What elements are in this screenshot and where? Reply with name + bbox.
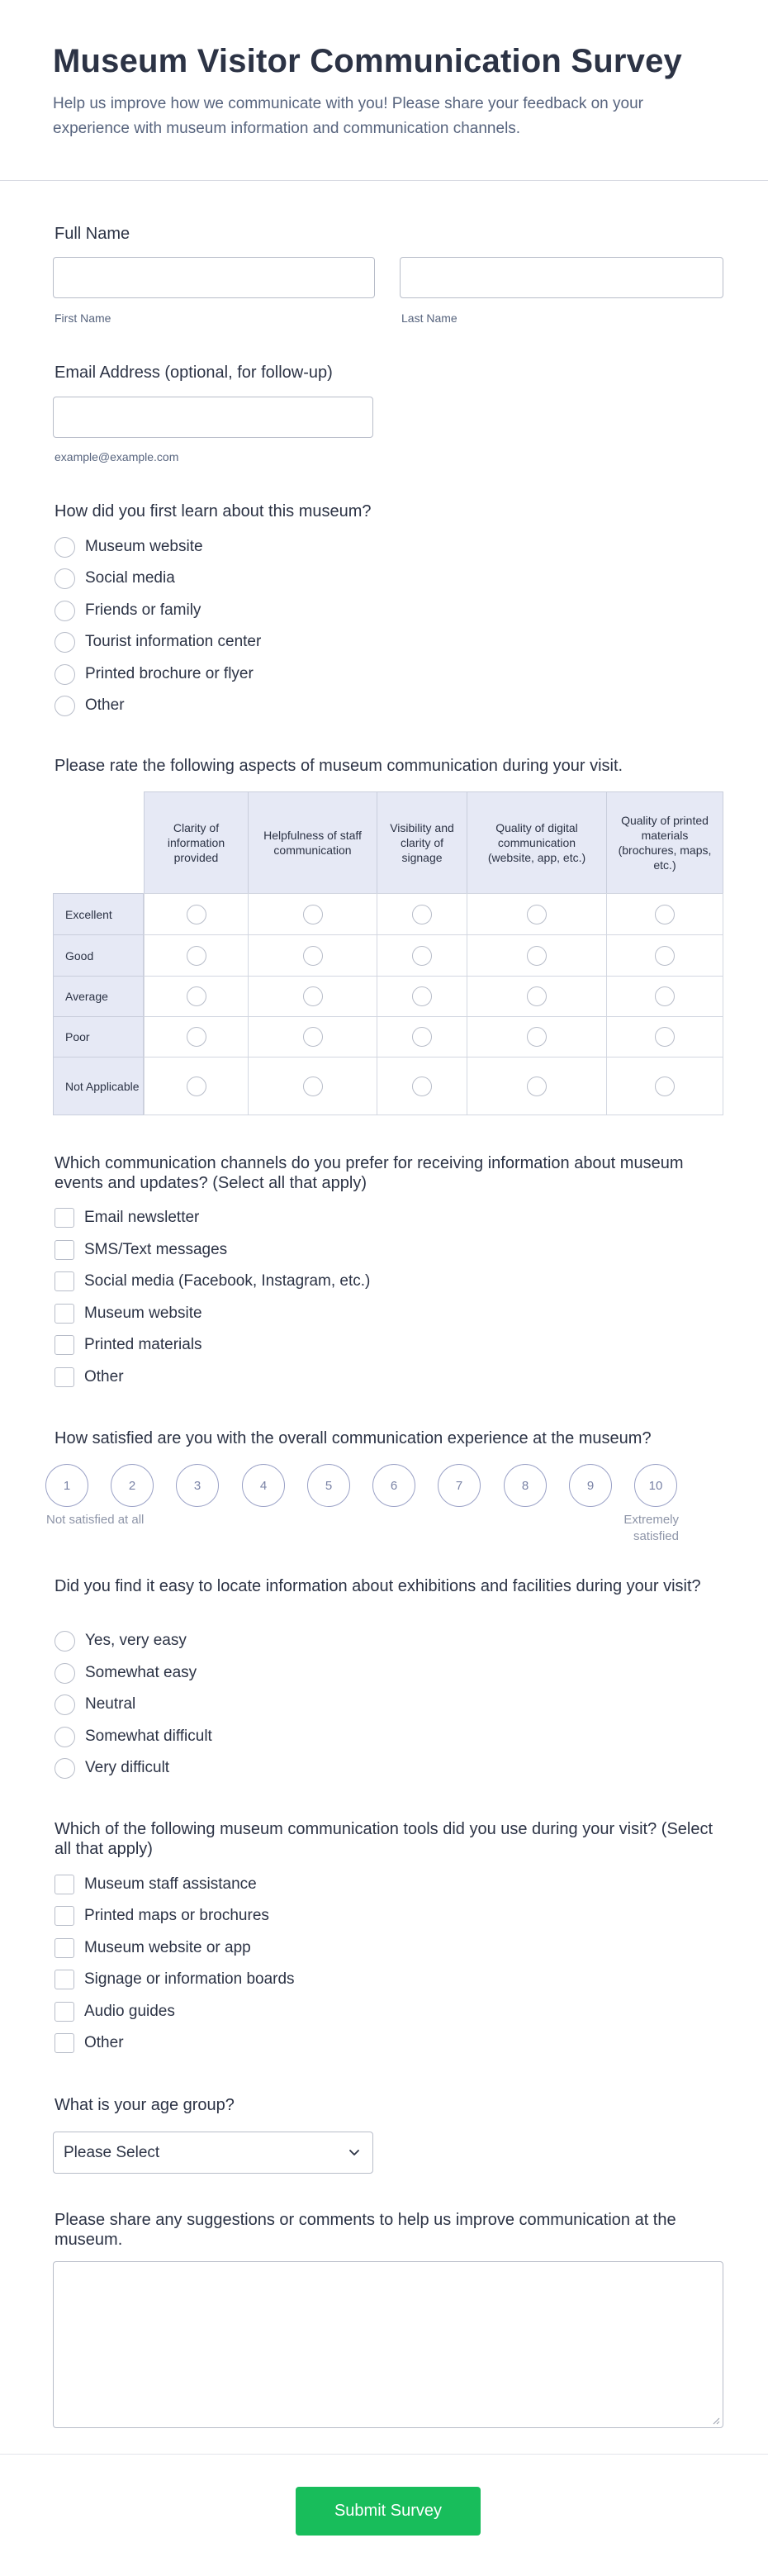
checkbox[interactable] [55,1335,74,1355]
submit-button[interactable]: Submit Survey [296,2487,481,2536]
learn-option[interactable]: Tourist information center [55,631,261,653]
learn-about-label: How did you first learn about this museum? [55,502,372,520]
checkbox[interactable] [55,1240,74,1260]
matrix-radio-button[interactable] [187,1077,206,1096]
matrix-cell[interactable] [248,893,377,935]
learn-option[interactable]: Other [55,695,125,716]
scale-option-8[interactable]: 8 [504,1464,547,1507]
matrix-cell[interactable] [377,893,467,935]
suggestions-textarea[interactable] [53,2261,723,2428]
resize-grip-icon[interactable] [712,2417,720,2425]
matrix-cell[interactable] [144,1016,249,1057]
first-name-sublabel: First Name [55,311,111,325]
matrix-cell[interactable] [248,1016,377,1057]
matrix-radio-button[interactable] [527,946,547,966]
matrix-cell[interactable] [467,934,607,977]
chevron-down-icon [348,2146,361,2159]
matrix-radio-button[interactable] [527,1077,547,1096]
suggestions-label: Please share any suggestions or comments to help us improve communication at the museum. [55,2211,676,2249]
channel-option[interactable]: SMS/Text messages [55,1239,227,1261]
scale-option-9[interactable]: 9 [569,1464,612,1507]
first-name-input[interactable] [53,257,375,298]
ease-option[interactable]: Neutral [55,1694,135,1715]
matrix-cell[interactable] [144,1057,249,1115]
scale-low-label: Not satisfied at all [46,1513,145,1527]
scale-option-2[interactable]: 2 [111,1464,154,1507]
scale-option-6[interactable]: 6 [372,1464,415,1507]
checkbox[interactable] [55,1875,74,1894]
scale-option-3[interactable]: 3 [176,1464,219,1507]
radio-button[interactable] [55,537,75,558]
matrix-cell[interactable] [467,1016,607,1057]
tools-label: Which of the following museum communication tools did you use during your visit? (Select all that apply) [55,1820,713,1858]
matrix-row-label: Poor [53,1016,144,1057]
age-select[interactable] [53,2132,373,2174]
checkbox[interactable] [55,1208,74,1228]
checkbox[interactable] [55,2002,74,2022]
radio-button[interactable] [55,1631,75,1652]
last-name-sublabel: Last Name [401,311,457,325]
form-subtitle: Help us improve how we communicate with you! Please share your feedback on your experience with museum information and communication channels. [53,95,643,137]
tool-option[interactable]: Museum website or app [55,1937,251,1959]
radio-button[interactable] [55,1694,75,1715]
matrix-radio-button[interactable] [655,905,675,924]
matrix-cell[interactable] [377,976,467,1017]
matrix-cell[interactable] [606,1057,723,1115]
checkbox[interactable] [55,1906,74,1926]
matrix-cell[interactable] [377,1016,467,1057]
matrix-cell[interactable] [377,934,467,977]
scale-option-5[interactable]: 5 [307,1464,350,1507]
matrix-cell[interactable] [606,1016,723,1057]
matrix-label: Please rate the following aspects of museum communication during your visit. [55,757,623,775]
matrix-radio-button[interactable] [187,905,206,924]
ease-option[interactable]: Very difficult [55,1757,169,1779]
matrix-cell[interactable] [144,976,249,1017]
radio-button[interactable] [55,696,75,716]
matrix-column-header: Clarity of information provided [144,791,249,894]
matrix-column-header: Helpfulness of staff communication [248,791,377,894]
matrix-cell[interactable] [248,934,377,977]
tool-option[interactable]: Other [55,2032,124,2054]
matrix-radio-button[interactable] [527,1027,547,1047]
radio-button[interactable] [55,664,75,685]
scale-option-4[interactable]: 4 [242,1464,285,1507]
matrix-radio-button[interactable] [187,986,206,1006]
channel-option[interactable]: Email newsletter [55,1207,199,1229]
form-header [0,0,768,181]
radio-button[interactable] [55,601,75,621]
matrix-cell[interactable] [377,1057,467,1115]
matrix-radio-button[interactable] [655,986,675,1006]
channels-label: Which communication channels do you prefer for receiving information about museum events and updates? (Select all that apply) [55,1154,684,1192]
satisfaction-label: How satisfied are you with the overall communication experience at the museum? [55,1429,652,1447]
matrix-radio-button[interactable] [187,1027,206,1047]
learn-option[interactable]: Printed brochure or flyer [55,663,254,685]
last-name-input[interactable] [400,257,723,298]
channel-option[interactable]: Printed materials [55,1334,202,1356]
matrix-radio-button[interactable] [412,905,432,924]
channel-option[interactable]: Museum website [55,1303,202,1324]
matrix-radio-button[interactable] [527,986,547,1006]
scale-option-10[interactable]: 10 [634,1464,677,1507]
checkbox[interactable] [55,2033,74,2053]
email-label: Email Address (optional, for follow-up) [55,364,333,382]
matrix-radio-button[interactable] [527,905,547,924]
ease-label: Did you find it easy to locate information about exhibitions and facilities during your visit? [55,1577,701,1595]
channel-option[interactable]: Other [55,1366,124,1388]
learn-option[interactable]: Friends or family [55,600,201,621]
ease-option[interactable]: Somewhat difficult [55,1726,212,1747]
footer-divider [0,2454,768,2455]
matrix-row-label: Excellent [53,893,144,935]
learn-option[interactable]: Social media [55,568,175,589]
checkbox[interactable] [55,1367,74,1387]
ease-option[interactable]: Yes, very easy [55,1630,187,1652]
matrix-cell[interactable] [467,1057,607,1115]
form-title: Museum Visitor Communication Survey [53,43,682,79]
matrix-radio-button[interactable] [303,986,323,1006]
email-sublabel: example@example.com [55,450,179,463]
matrix-radio-button[interactable] [655,946,675,966]
checkbox[interactable] [55,1938,74,1958]
tool-option[interactable]: Museum staff assistance [55,1874,257,1895]
scale-high-label: Extremely satisfied [623,1513,679,1543]
ease-option[interactable]: Somewhat easy [55,1662,197,1684]
matrix-cell[interactable] [144,934,249,977]
matrix-cell[interactable] [606,976,723,1017]
tool-option[interactable]: Printed maps or brochures [55,1905,269,1927]
matrix-cell[interactable] [467,893,607,935]
matrix-radio-button[interactable] [303,1027,323,1047]
email-input[interactable] [53,397,373,438]
matrix-cell[interactable] [606,893,723,935]
matrix-column-header: Quality of digital communication (website, app, etc.) [467,791,607,894]
matrix-radio-button[interactable] [412,1027,432,1047]
matrix-cell[interactable] [248,1057,377,1115]
matrix-radio-button[interactable] [303,905,323,924]
matrix-radio-button[interactable] [412,946,432,966]
rating-matrix [53,791,723,1115]
matrix-radio-button[interactable] [655,1027,675,1047]
channel-option[interactable]: Social media (Facebook, Instagram, etc.) [55,1271,370,1292]
matrix-cell[interactable] [467,976,607,1017]
radio-button[interactable] [55,1663,75,1684]
checkbox[interactable] [55,1304,74,1324]
matrix-row-label: Good [53,934,144,977]
radio-button[interactable] [55,632,75,653]
full-name-label: Full Name [55,225,130,243]
matrix-radio-button[interactable] [303,946,323,966]
radio-button[interactable] [55,1727,75,1747]
scale-option-1[interactable]: 1 [45,1464,88,1507]
checkbox[interactable] [55,1970,74,1989]
radio-button[interactable] [55,1758,75,1779]
radio-button[interactable] [55,568,75,589]
matrix-column-header: Visibility and clarity of signage [377,791,467,894]
matrix-cell[interactable] [248,976,377,1017]
age-label: What is your age group? [55,2096,235,2114]
age-select-value: Please Select [64,2143,160,2161]
scale-option-7[interactable]: 7 [438,1464,481,1507]
matrix-row-label: Average [53,976,144,1017]
learn-option[interactable]: Museum website [55,536,203,558]
checkbox[interactable] [55,1271,74,1291]
matrix-cell[interactable] [144,893,249,935]
matrix-radio-button[interactable] [303,1077,323,1096]
tool-option[interactable]: Audio guides [55,2001,175,2022]
matrix-radio-button[interactable] [187,946,206,966]
tool-option[interactable]: Signage or information boards [55,1969,295,1990]
matrix-radio-button[interactable] [655,1077,675,1096]
matrix-column-header: Quality of printed materials (brochures, maps, etc.) [606,791,723,894]
matrix-radio-button[interactable] [412,986,432,1006]
matrix-radio-button[interactable] [412,1077,432,1096]
matrix-cell[interactable] [606,934,723,977]
matrix-row-label: Not Applicable [53,1057,144,1115]
